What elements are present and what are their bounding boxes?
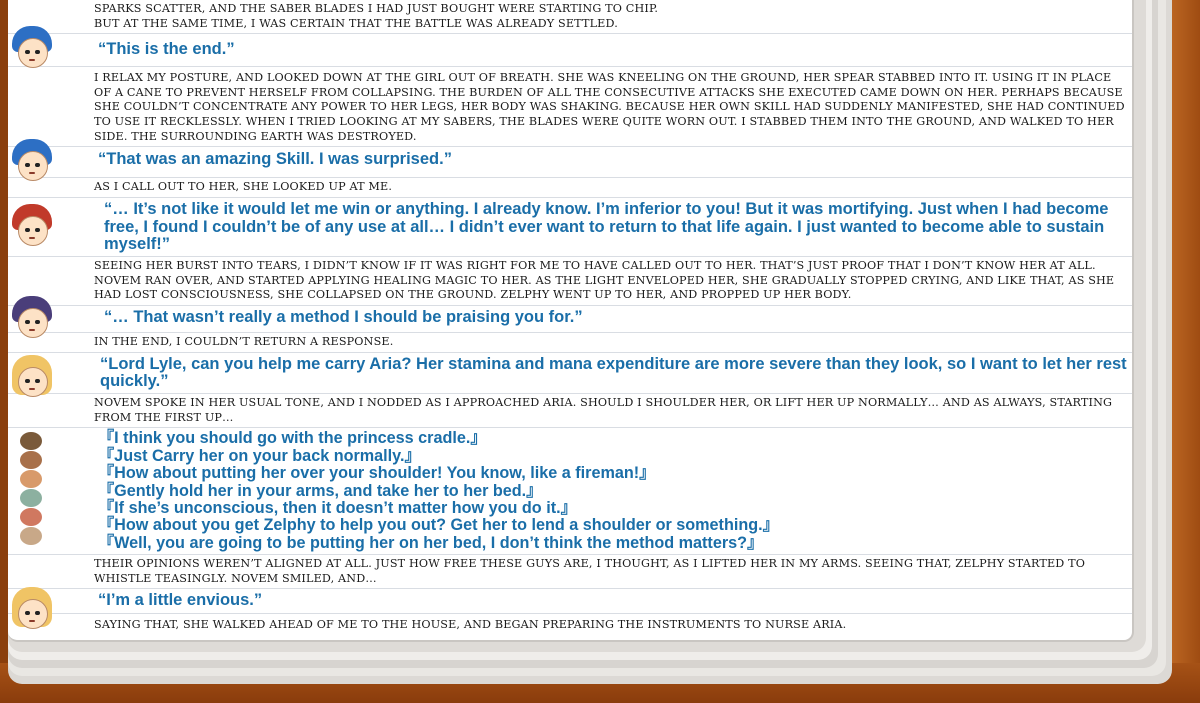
dialogue-row xyxy=(8,198,1132,257)
dialogue-text: “This is the end.” xyxy=(98,40,235,59)
narration-row xyxy=(8,0,1132,34)
narration-row xyxy=(8,555,1132,589)
dialogue-row xyxy=(8,147,1132,178)
narration-text: THEIR OPINIONS WEREN’T ALIGNED AT ALL. JUST HOW FREE THESE GUYS ARE, I THOUGHT, AS I LIFTED HER IN MY ARMS. SEEING THAT, ZELPHY STARTED TO WHISTLE TEASINGLY. NOVEM SMILED, AND… xyxy=(94,557,1086,585)
narration-row xyxy=(8,333,1132,353)
dialogue-text: “Lord Lyle, can you help me carry Aria? Her stamina and mana expenditure are more severe than they look, so I want to let her rest quickly.” xyxy=(100,354,1127,391)
narration-text: NOVEM SPOKE IN HER USUAL TONE, AND I NODDED AS I APPROACHED ARIA. SHOULD I SHOULDER HER, OR LIFT HER UP NORMALLY… AND AS ALWAYS, STARTING FROM THE FIRST UP… xyxy=(94,396,1113,424)
page-content xyxy=(8,0,1132,635)
blonde-girl-icon xyxy=(12,355,52,397)
narration-row xyxy=(8,394,1132,428)
blue-haired-boy-icon xyxy=(12,26,52,68)
narration-text: AS I CALL OUT TO HER, SHE LOOKED UP AT ME. xyxy=(94,180,393,194)
red-haired-girl-icon xyxy=(12,204,52,246)
narration-row xyxy=(8,257,1132,306)
dialogue-text: “That was an amazing Skill. I was surprised.” xyxy=(98,150,452,169)
blue-haired-boy-icon xyxy=(12,139,52,181)
dialogue-text: “I’m a little envious.” xyxy=(98,591,263,610)
dialogue-line: 『Gently hold her in your arms, and take her to her bed.』 xyxy=(98,481,543,500)
dialogue-line: 『How about putting her over your shoulder! You know, like a fireman!』 xyxy=(98,464,656,483)
purple-haired-woman-icon xyxy=(12,296,52,338)
dialogue-line: 『Well, you are going to be putting her on her bed, I don’t think the method matters?』 xyxy=(98,533,764,552)
narration-row xyxy=(8,614,1132,635)
dialogue-line: 『I think you should go with the princess cradle.』 xyxy=(98,429,487,448)
ancestors-group-icon xyxy=(16,432,46,546)
narration-text: IN THE END, I COULDN’T RETURN A RESPONSE. xyxy=(94,334,394,348)
dialogue-text: “… It’s not like it would let me win or anything. I already know. I’m inferior to you! But it was mortifying. Just when I had become free, I found I couldn’t be of any use at all… I didn’t ever want to return to that life again. I just wanted to become able to sustain myself!” xyxy=(104,199,1109,254)
narration-text: I RELAX MY POSTURE, AND LOOKED DOWN AT THE GIRL OUT OF BREATH. SHE WAS KNEELING ON THE GROUND, HER SPEAR STABBED INTO IT. USING IT IN PLACE OF A CANE TO PREVENT HERSELF FROM COLLAPSING. THE BURDEN OF ALL THE CONSECUTIVE ATTACKS SHE EXECUTED CAME DOWN ON HER. PERHAPS BECAUSE SHE COULDN’T CONCENTRATE ANY POWER TO HER LEGS, HER BODY WAS SHAKING. BECAUSE HER OWN SKILL HAD SUDDENLY MANIFESTED, SHE HAD CONTINUED TO USE IT RECKLESSLY. WHEN I TRIED LOOKING AT MY SABERS, THE BLADES WERE QUITE WORN OUT. I STABBED THEM INTO THE GROUND, AND WALKED TO HER SIDE. THE SURROUNDING EARTH WAS DESTROYED. xyxy=(94,71,1125,143)
dialogue-line: 『If she’s unconscious, then it doesn’t matter how you do it.』 xyxy=(98,498,577,517)
narration-text: BUT AT THE SAME TIME, I WAS CERTAIN THAT THE BATTLE WAS ALREADY SETTLED. xyxy=(94,16,618,30)
dialogue-line: 『Just Carry her on your back normally.』 xyxy=(98,446,421,465)
dialogue-line: 『How about you get Zelphy to help you out? Get her to lend a shoulder or something.』 xyxy=(98,516,779,535)
narration-row xyxy=(8,67,1132,147)
dialogue-row xyxy=(8,428,1132,555)
narration-text: SAYING THAT, SHE WALKED AHEAD OF ME TO THE HOUSE, AND BEGAN PREPARING THE INSTRUMENTS TO NURSE ARIA. xyxy=(94,618,847,632)
narration-row xyxy=(8,178,1132,198)
dialogue-row xyxy=(8,353,1132,395)
book-page xyxy=(8,0,1134,642)
dialogue-row xyxy=(8,589,1132,614)
narration-text: SPARKS SCATTER, AND THE SABER BLADES I HAD JUST BOUGHT WERE STARTING TO CHIP. xyxy=(94,2,659,15)
dialogue-row xyxy=(8,306,1132,333)
dialogue-text: “… That wasn’t really a method I should be praising you for.” xyxy=(104,307,583,326)
narration-text: SEEING HER BURST INTO TEARS, I DIDN’T KNOW IF IT WAS RIGHT FOR ME TO HAVE CALLED OUT TO HER. THAT’S JUST PROOF THAT I DON’T KNOW HER AT ALL. NOVEM RAN OVER, AND STARTED APPLYING HEALING MAGIC TO HER. AS THE LIGHT ENVELOPED HER, SHE GRADUALLY STOPPED CRYING, AND LIKE THAT, AS SHE HAD LOST CONSCIOUSNESS, SHE COLLAPSED ON THE GROUND. ZELPHY WENT UP TO HER, AND PROPPED UP HER BODY. xyxy=(94,259,1115,302)
dialogue-row xyxy=(8,34,1132,67)
